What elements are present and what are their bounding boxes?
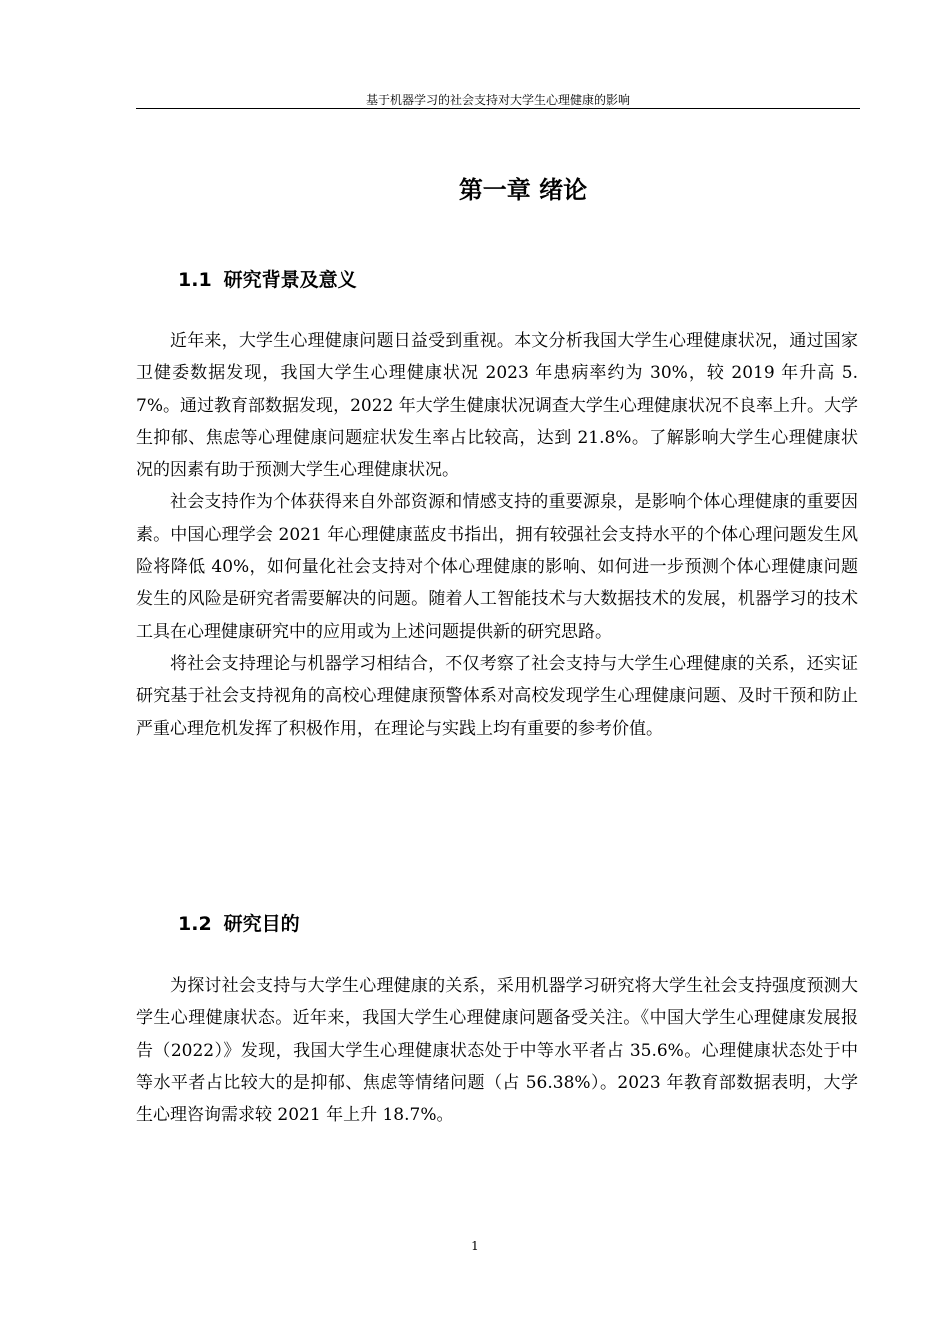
section-1-2-body — [136, 970, 858, 1131]
section-heading-1-2 — [178, 910, 300, 938]
header-rule — [136, 108, 860, 109]
section-heading-1-1 — [178, 266, 357, 294]
section-number: 1.2 — [178, 913, 212, 935]
paragraph: 为探讨社会支持与大学生心理健康的关系，采用机器学习研究将大学生社会支持强度预测大学生心理健康状态。近年来，我国大学生心理健康问题备受关注。《中国大学生心理健康发展报告（2022）》发现，我国大学生心理健康状态处于中等水平者占 35.6%。心理健康状态处于中等水平者占比较大的是抑郁、焦虑等情绪问题（占 56.38%）。2023 年教育部数据表明，大学生心理咨询需求较 2021 年上升 18.7%。 — [136, 976, 858, 1126]
section-number: 1.1 — [178, 269, 212, 291]
running-header: 基于机器学习的社会支持对大学生心理健康的影响 — [365, 93, 630, 107]
section-title: 研究目的 — [223, 913, 300, 935]
section-1-1-body — [136, 325, 858, 745]
paragraph: 将社会支持理论与机器学习相结合，不仅考察了社会支持与大学生心理健康的关系，还实证研究基于社会支持视角的高校心理健康预警体系对高校发现学生心理健康问题、及时干预和防止严重心理危机发挥了积极作用，在理论与实践上均有重要的参考价值。 — [136, 653, 858, 739]
page-number: 1 — [471, 1239, 479, 1253]
section-title: 研究背景及意义 — [223, 269, 357, 291]
paragraph: 社会支持作为个体获得来自外部资源和情感支持的重要源泉，是影响个体心理健康的重要因素。中国心理学会 2021 年心理健康蓝皮书指出，拥有较强社会支持水平的个体心理问题发生风险将降低 40%，如何量化社会支持对个体心理健康的影响、如何进一步预测个体心理健康问题发生的风险是研究者需要解决的问题。随着人工智能技术与大数据技术的发展，机器学习的技术工具在心理健康研究中的应用或为上述问题提供新的研究思路。 — [136, 492, 858, 642]
chapter-title: 第一章 绪论 — [458, 176, 588, 204]
paragraph: 近年来，大学生心理健康问题日益受到重视。本文分析我国大学生心理健康状况，通过国家卫健委数据发现，我国大学生心理健康状况 2023 年患病率约为 30%，较 2019 年升高 5.7%。通过教育部数据发现，2022 年大学生健康状况调查大学生心理健康状况不良率上升。大学生抑郁、焦虑等心理健康问题症状发生率占比较高，达到 21.8%。了解影响大学生心理健康状况的因素有助于预测大学生心理健康状况。 — [136, 331, 858, 481]
